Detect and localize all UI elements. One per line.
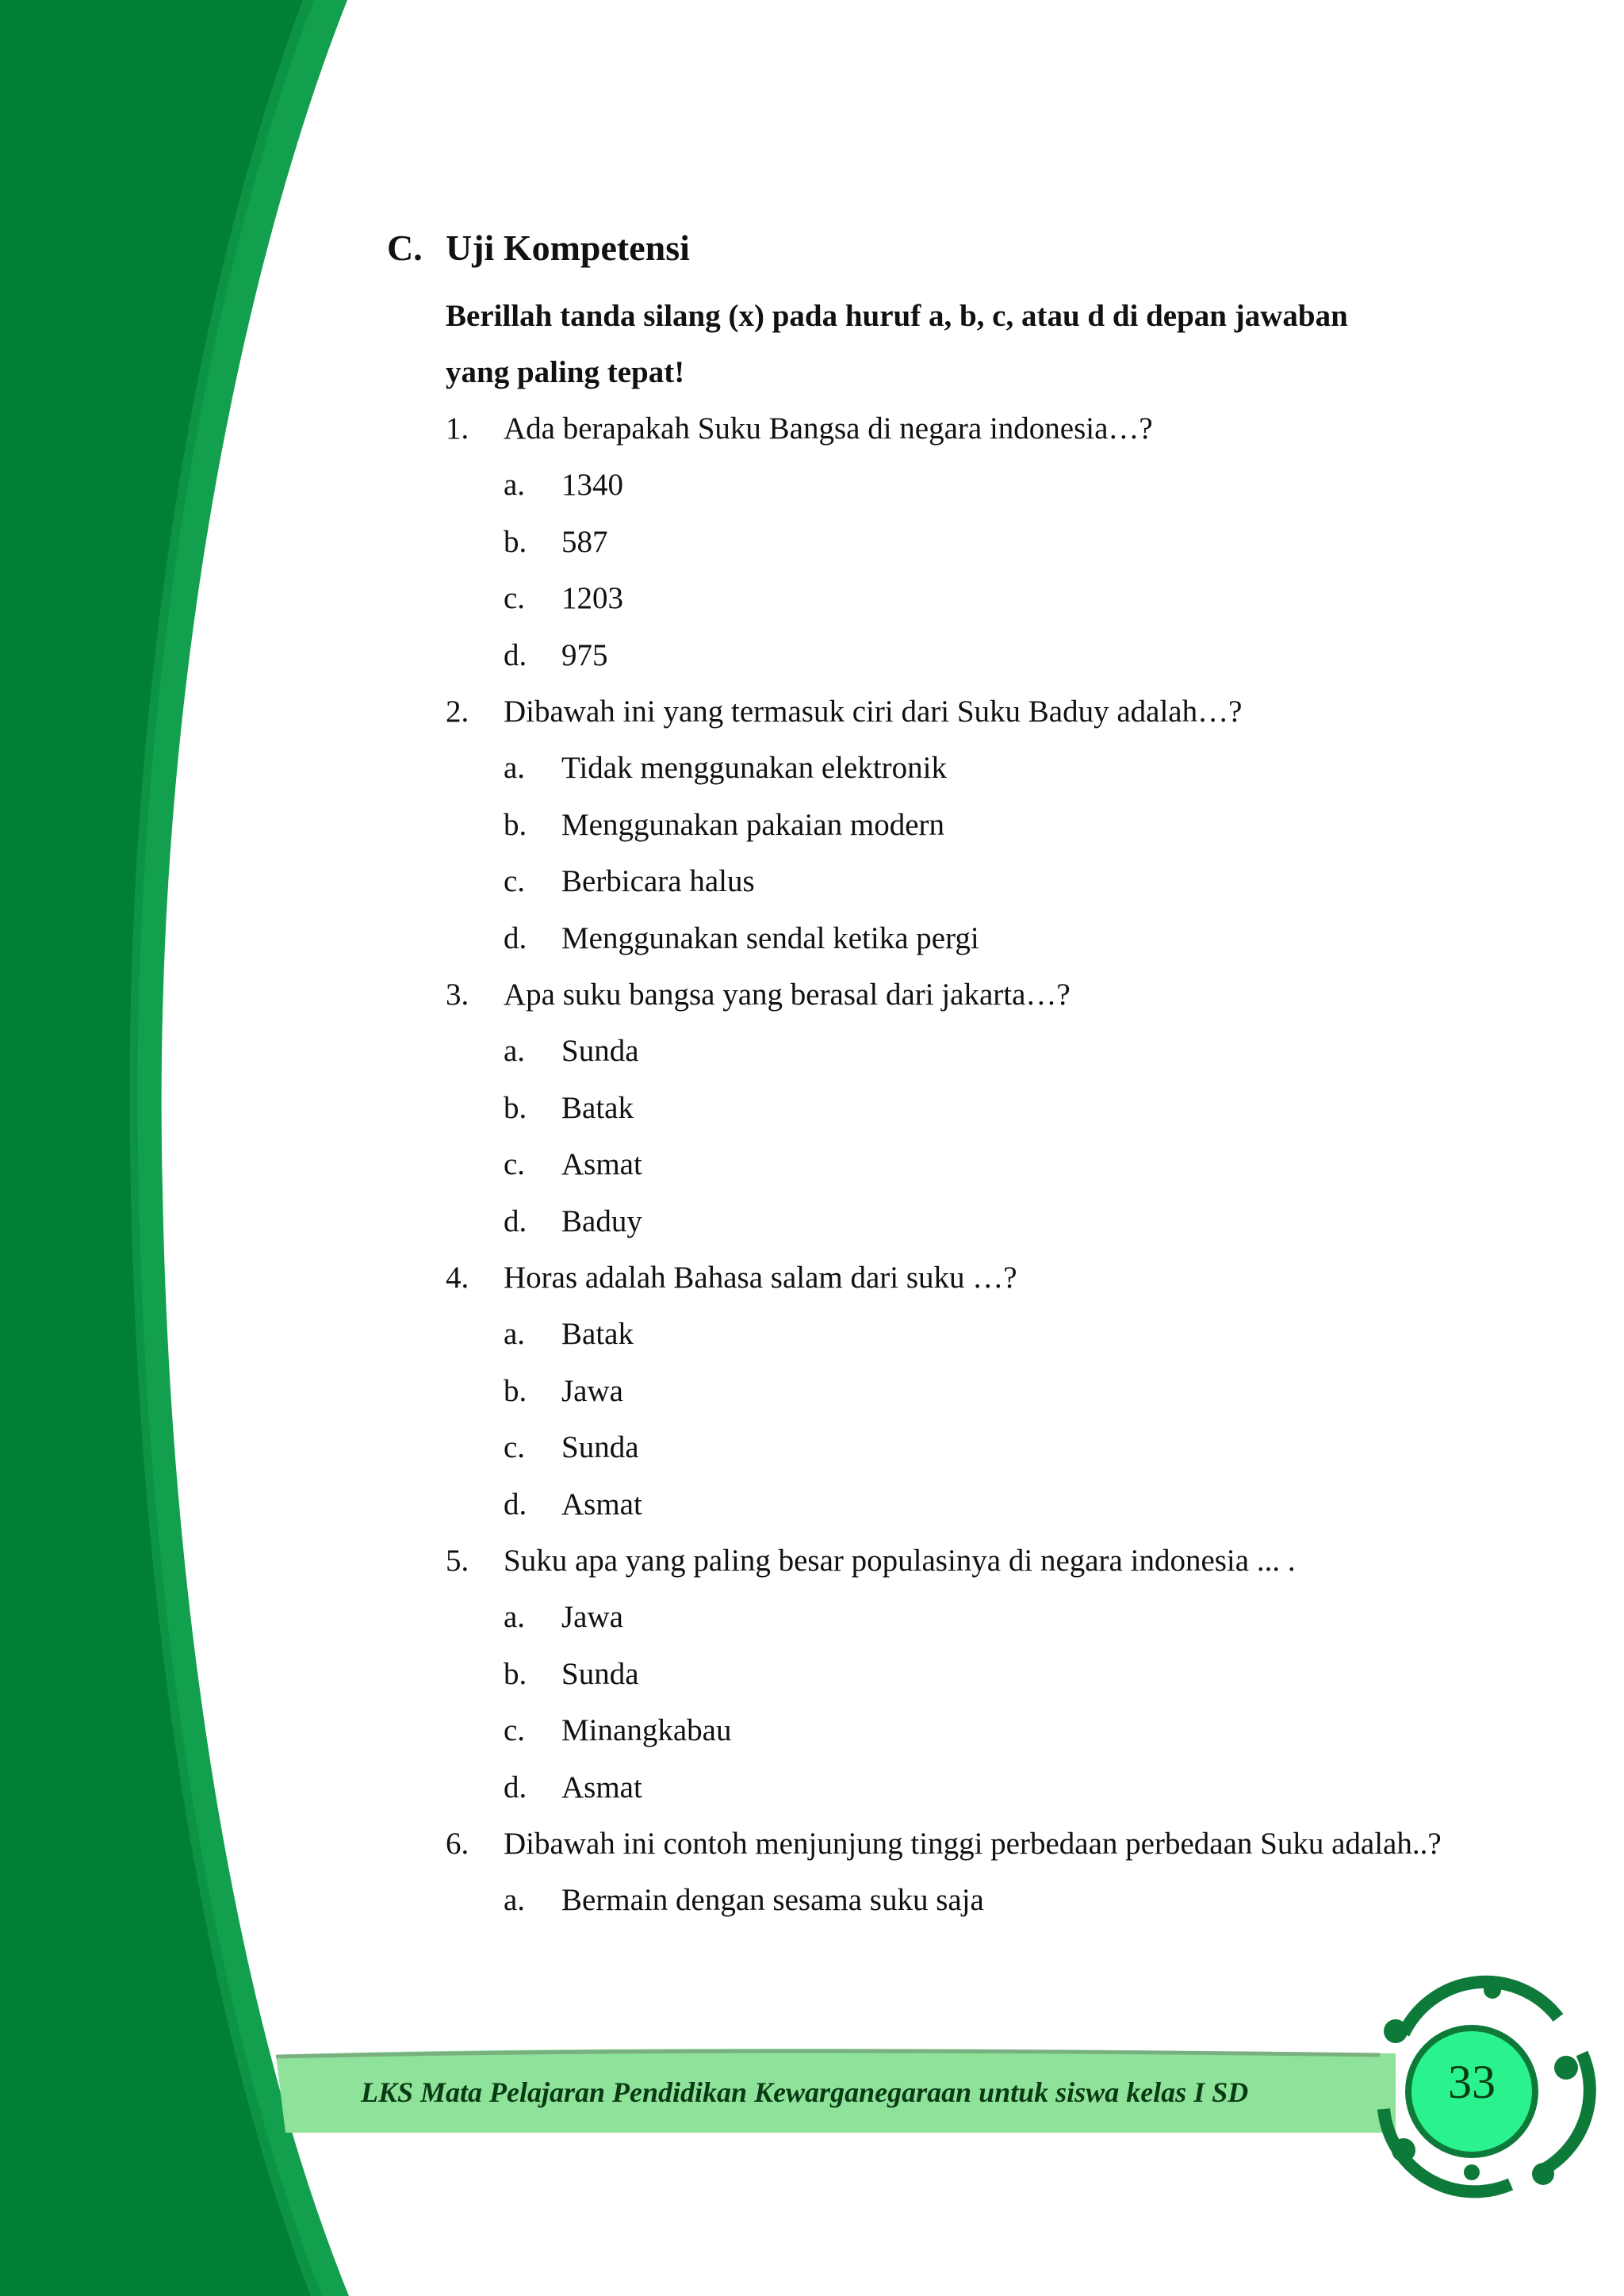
option-text: Jawa (561, 1373, 623, 1408)
answer-option[interactable] (504, 1033, 639, 1069)
section-letter: C. (387, 228, 423, 268)
footer-text: LKS Mata Pelajaran Pendidikan Kewarganegaraan untuk siswa kelas I SD (361, 2076, 1249, 2108)
answer-option[interactable] (504, 1203, 642, 1239)
answer-option[interactable] (504, 1373, 623, 1409)
option-letter: b. (504, 524, 527, 559)
page-number: 33 (1448, 2056, 1496, 2108)
option-text: Menggunakan pakaian modern (561, 807, 945, 842)
instruction-line-1: Berillah tanda silang (x) pada huruf a, b, c, atau d di depan jawaban (446, 299, 1348, 333)
option-text: Bermain dengan sesama suku saja (561, 1883, 984, 1918)
question-text: Dibawah ini contoh menjunjung tinggi perbedaan perbedaan Suku adalah..? (504, 1827, 1442, 1861)
option-letter: d. (504, 1203, 527, 1238)
option-letter: b. (504, 807, 527, 842)
option-letter: d. (504, 637, 527, 672)
option-text: 1203 (561, 581, 623, 616)
option-letter: c. (504, 581, 526, 616)
option-letter: a. (504, 1600, 526, 1635)
option-text: Sunda (561, 1034, 639, 1069)
option-letter: a. (504, 1883, 526, 1918)
option-letter: b. (504, 1090, 527, 1125)
option-text: Berbicara halus (561, 864, 755, 899)
option-text: Asmat (561, 1147, 642, 1182)
question-1 (446, 411, 1153, 446)
option-text: Sunda (561, 1656, 639, 1691)
option-letter: a. (504, 1034, 526, 1069)
option-text: Menggunakan sendal ketika pergi (561, 920, 979, 955)
option-text: 975 (561, 637, 608, 672)
question-2 (446, 694, 1242, 729)
answer-option[interactable] (504, 580, 623, 616)
option-letter: d. (504, 1487, 527, 1521)
question-number: 4. (446, 1261, 469, 1295)
question-6 (446, 1826, 1442, 1862)
question-number: 6. (446, 1827, 469, 1861)
option-text: Tidak menggunakan elektronik (561, 751, 947, 786)
answer-option[interactable] (504, 1090, 634, 1126)
answer-option[interactable] (504, 750, 947, 786)
option-text: Batak (561, 1317, 634, 1352)
answer-option[interactable] (504, 637, 608, 673)
answer-option[interactable] (504, 1656, 639, 1692)
option-text: Baduy (561, 1203, 642, 1238)
answer-option[interactable] (504, 1487, 642, 1522)
option-letter: d. (504, 1770, 527, 1804)
question-4 (446, 1260, 1017, 1295)
option-letter: c. (504, 1430, 526, 1465)
option-letter: c. (504, 1713, 526, 1748)
section-title: Uji Kompetensi (446, 228, 690, 268)
answer-option[interactable] (504, 1882, 984, 1918)
option-letter: a. (504, 468, 526, 503)
option-text: Jawa (561, 1600, 623, 1635)
option-letter: b. (504, 1656, 527, 1691)
answer-option[interactable] (504, 524, 608, 560)
answer-option[interactable] (504, 863, 755, 899)
answer-option[interactable] (504, 920, 979, 956)
answer-option[interactable] (504, 1712, 731, 1748)
answer-option[interactable] (504, 1770, 642, 1805)
answer-option[interactable] (504, 1429, 639, 1465)
option-text: Minangkabau (561, 1713, 732, 1748)
section-heading (387, 227, 690, 269)
answer-option[interactable] (504, 1599, 623, 1635)
question-5 (446, 1543, 1296, 1578)
answer-option[interactable] (504, 1146, 642, 1182)
question-text: Ada berapakah Suku Bangsa di negara indonesia…? (504, 411, 1153, 446)
question-number: 3. (446, 978, 469, 1012)
option-letter: b. (504, 1373, 527, 1408)
question-number: 1. (446, 411, 469, 446)
option-letter: a. (504, 751, 526, 786)
question-text: Dibawah ini yang termasuk ciri dari Suku Baduy adalah…? (504, 695, 1243, 729)
answer-option[interactable] (504, 807, 944, 843)
option-letter: c. (504, 1147, 526, 1182)
answer-option[interactable] (504, 467, 623, 503)
option-text: 1340 (561, 468, 623, 503)
option-letter: a. (504, 1317, 526, 1352)
option-text: Sunda (561, 1430, 639, 1465)
instruction-line-2: yang paling tepat! (446, 355, 685, 389)
question-text: Apa suku bangsa yang berasal dari jakarta…? (504, 978, 1071, 1012)
question-number: 2. (446, 695, 469, 729)
question-number: 5. (446, 1544, 469, 1578)
option-text: 587 (561, 524, 608, 559)
option-text: Asmat (561, 1487, 642, 1521)
question-text: Horas adalah Bahasa salam dari suku …? (504, 1261, 1017, 1295)
option-text: Asmat (561, 1770, 642, 1804)
question-3 (446, 977, 1071, 1012)
question-text: Suku apa yang paling besar populasinya di negara indonesia ... . (504, 1544, 1296, 1578)
option-letter: c. (504, 864, 526, 899)
option-letter: d. (504, 920, 527, 955)
option-text: Batak (561, 1090, 634, 1125)
answer-option[interactable] (504, 1316, 634, 1352)
